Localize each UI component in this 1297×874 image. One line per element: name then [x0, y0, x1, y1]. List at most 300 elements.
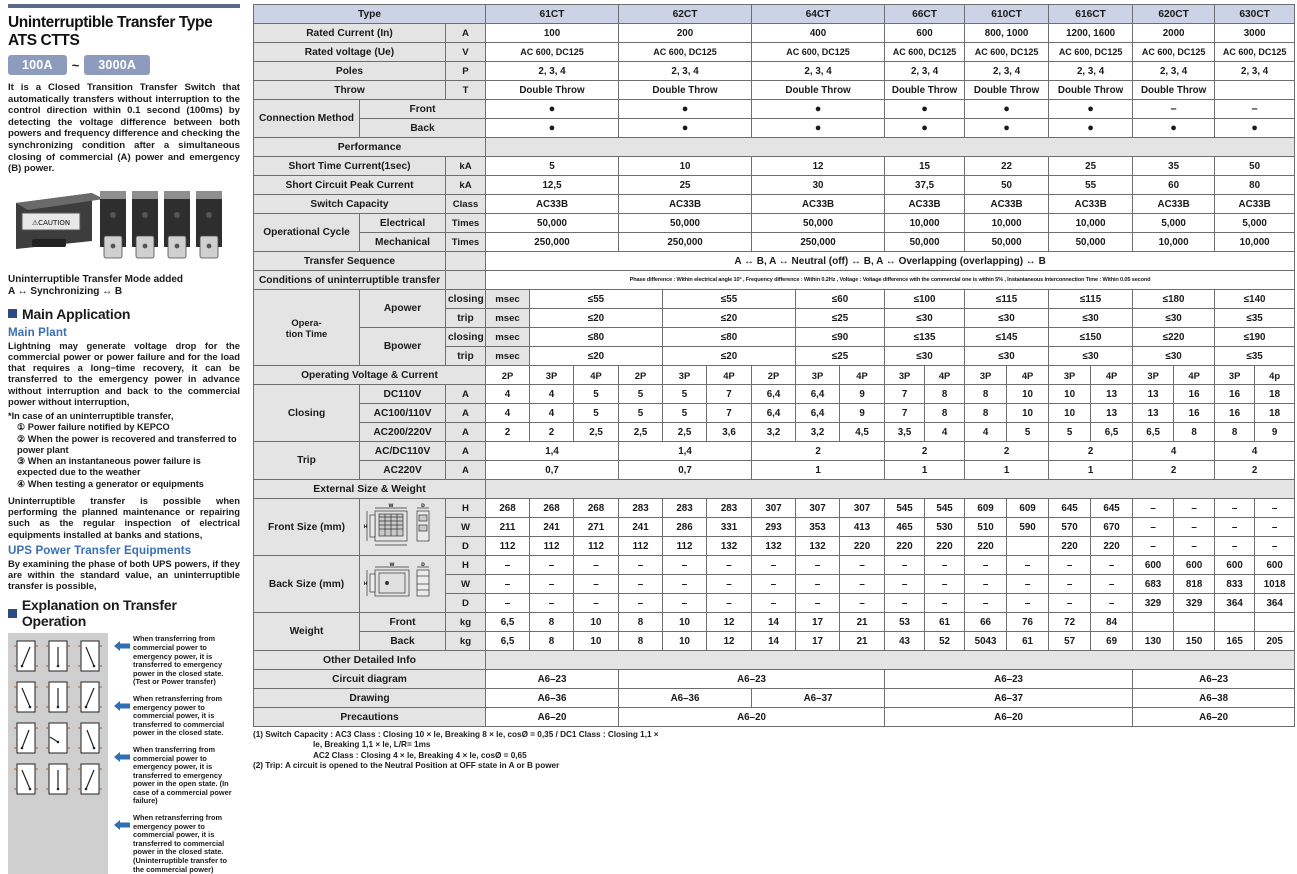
table-row	[254, 233, 1295, 252]
cell-b-closing-2: ≤90	[796, 328, 885, 347]
cell-throw-2: Double Throw	[752, 81, 885, 100]
table-row	[254, 442, 1295, 461]
sublabel-bpower-closing: closing	[446, 328, 486, 347]
cell-cl-ac1-9: 7	[885, 404, 925, 423]
table-row	[254, 423, 1295, 442]
pole-header-10: 4P	[925, 366, 965, 385]
cell-fs-d-8: 220	[840, 537, 885, 556]
cell-wt-f-2: 10	[574, 613, 619, 632]
cell-cl-ac2-14: 6,5	[1091, 423, 1133, 442]
cell-cl-ac1-7: 6,4	[796, 404, 840, 423]
main-application-heading	[8, 306, 240, 322]
sublabel-ac220v: AC220V	[360, 461, 446, 480]
cell-bs-w-13: –	[1049, 575, 1091, 594]
cell-poles-6: 2, 3, 4	[1133, 62, 1215, 81]
cell-fs-h-3: 283	[619, 499, 663, 518]
cell-bs-d-10: –	[925, 594, 965, 613]
cell-fs-d-1: 112	[530, 537, 574, 556]
cell-wt-b-3: 8	[619, 632, 663, 651]
unit-weight-back: kg	[446, 632, 486, 651]
cell-conn-back-6: ●	[1133, 119, 1215, 138]
cell-scp-1: 25	[619, 176, 752, 195]
row-label-precautions: Precautions	[254, 708, 486, 727]
unit-closing-ac100: A	[446, 404, 486, 423]
uninterruptible-case-list	[8, 411, 240, 490]
cell-oce-5: 10,000	[1049, 214, 1133, 233]
unit-apower-closing: msec	[486, 290, 530, 309]
symbol-row-2	[12, 679, 104, 715]
cell-cl-dc-13: 10	[1049, 385, 1091, 404]
unit-back-d: D	[446, 594, 486, 613]
cell-bs-w-3: –	[619, 575, 663, 594]
row-label-short-circuit-peak: Short Circuit Peak Current	[254, 176, 446, 195]
transfer-case-captions	[114, 633, 240, 874]
pole-header-17: 3P	[1215, 366, 1255, 385]
cell-conn-front-1: ●	[619, 100, 752, 119]
cell-wt-f-17	[1215, 613, 1255, 632]
row-label-throw: Throw	[254, 81, 446, 100]
cell-cl-ac2-16: 8	[1174, 423, 1215, 442]
cell-a-closing-7: ≤140	[1215, 290, 1295, 309]
cell-fs-h-15: –	[1133, 499, 1174, 518]
cell-bs-w-7: –	[796, 575, 840, 594]
pole-header-15: 3P	[1133, 366, 1174, 385]
cell-cl-dc-8: 9	[840, 385, 885, 404]
cell-cd-3: A6–23	[1133, 670, 1295, 689]
cell-bs-h-17: 600	[1215, 556, 1255, 575]
table-row	[254, 689, 1295, 708]
symbol-row-4	[12, 761, 104, 797]
cell-dr-1: A6–36	[619, 689, 752, 708]
sublabel-bpower: Bpower	[360, 328, 446, 366]
cell-cl-ac2-1: 2	[530, 423, 574, 442]
cell-ocm-6: 10,000	[1133, 233, 1215, 252]
cell-bs-h-18: 600	[1255, 556, 1295, 575]
cell-cl-ac1-5: 7	[707, 404, 752, 423]
cell-poles-3: 2, 3, 4	[885, 62, 965, 81]
cell-oce-4: 10,000	[965, 214, 1049, 233]
cell-conn-front-3: ●	[885, 100, 965, 119]
unit-bpower-closing: msec	[486, 328, 530, 347]
cell-fs-w-14: 670	[1091, 518, 1133, 537]
cell-a-closing-2: ≤60	[796, 290, 885, 309]
cell-rated-current-3: 600	[885, 24, 965, 43]
cell-rated-voltage-2: AC 600, DC125	[752, 43, 885, 62]
cell-wt-b-5: 12	[707, 632, 752, 651]
cell-bs-d-0: –	[486, 594, 530, 613]
cell-fs-d-3: 112	[619, 537, 663, 556]
cell-cl-dc-4: 5	[663, 385, 707, 404]
cell-fs-w-0: 211	[486, 518, 530, 537]
cell-fs-w-7: 353	[796, 518, 840, 537]
cell-fs-d-16: –	[1174, 537, 1215, 556]
unit-bpower-trip: msec	[486, 347, 530, 366]
table-section-row	[254, 480, 1295, 499]
cell-dr-2: A6–37	[752, 689, 885, 708]
cell-wt-b-11: 5043	[965, 632, 1007, 651]
cell-trip-acdc-6: 4	[1133, 442, 1215, 461]
cell-oce-1: 50,000	[619, 214, 752, 233]
cell-wt-b-13: 57	[1049, 632, 1091, 651]
cell-b-trip-2: ≤25	[796, 347, 885, 366]
row-label-switch-capacity: Switch Capacity	[254, 195, 446, 214]
cell-cl-dc-15: 13	[1133, 385, 1174, 404]
cell-cl-ac1-17: 16	[1215, 404, 1255, 423]
cell-cl-ac1-14: 13	[1091, 404, 1133, 423]
cell-oce-7: 5,000	[1215, 214, 1295, 233]
row-label-front-size: Front Size (mm)	[254, 499, 360, 556]
cell-b-closing-3: ≤135	[885, 328, 965, 347]
cell-fs-w-15: –	[1133, 518, 1174, 537]
cell-cl-dc-7: 6,4	[796, 385, 840, 404]
pole-header-1: 3P	[530, 366, 574, 385]
section-header-other-filler	[486, 651, 1295, 670]
pole-header-4: 3P	[663, 366, 707, 385]
cell-fs-w-4: 286	[663, 518, 707, 537]
product-photo	[8, 181, 240, 269]
cell-trip-ac220-6: 2	[1133, 461, 1215, 480]
cell-b-trip-6: ≤30	[1133, 347, 1215, 366]
cell-fs-h-0: 268	[486, 499, 530, 518]
cell-cl-ac2-12: 5	[1007, 423, 1049, 442]
cell-wt-f-4: 10	[663, 613, 707, 632]
cell-poles-0: 2, 3, 4	[486, 62, 619, 81]
table-header-row	[254, 5, 1295, 24]
header-model-66CT: 66CT	[885, 5, 965, 24]
cell-fs-w-8: 413	[840, 518, 885, 537]
header-model-616CT: 616CT	[1049, 5, 1133, 24]
cell-wt-b-0: 6,5	[486, 632, 530, 651]
cell-bs-w-12: –	[1007, 575, 1049, 594]
cell-trip-ac220-5: 1	[1049, 461, 1133, 480]
cell-throw-0: Double Throw	[486, 81, 619, 100]
cell-cl-ac1-3: 5	[619, 404, 663, 423]
cell-cl-ac1-15: 13	[1133, 404, 1174, 423]
section-header-external-size: External Size & Weight	[254, 480, 486, 499]
main-application-heading-text: Main Application	[22, 305, 131, 322]
cell-cl-dc-0: 4	[486, 385, 530, 404]
footnote-2: (2) Trip: A circuit is opened to the Neutral Position at OFF state in A or B power	[253, 761, 560, 771]
cell-pr-1: A6–20	[619, 708, 885, 727]
cell-fs-w-2: 271	[574, 518, 619, 537]
cell-conn-front-7: –	[1215, 100, 1295, 119]
cell-cl-ac1-10: 8	[925, 404, 965, 423]
cell-conn-back-3: ●	[885, 119, 965, 138]
transfer-case-1	[114, 635, 240, 687]
unit-rated-current: A	[446, 24, 486, 43]
unit-conditions	[446, 271, 486, 290]
cell-wt-b-6: 14	[752, 632, 796, 651]
unit-trip-ac220: A	[446, 461, 486, 480]
cell-rated-voltage-4: AC 600, DC125	[965, 43, 1049, 62]
cell-poles-4: 2, 3, 4	[965, 62, 1049, 81]
cell-cl-ac1-8: 9	[840, 404, 885, 423]
cell-wt-f-9: 53	[885, 613, 925, 632]
unit-poles: P	[446, 62, 486, 81]
cell-cd-1: A6–23	[619, 670, 885, 689]
transfer-case-2-text: When retransferring from emergency power to commercial power, it is transferred to commercial power in the closed state.	[133, 693, 225, 738]
table-row	[254, 62, 1295, 81]
cell-wt-f-0: 6,5	[486, 613, 530, 632]
cell-fs-h-10: 545	[925, 499, 965, 518]
cell-fs-d-14: 220	[1091, 537, 1133, 556]
cell-conditions: Phase difference : Within electrical angle 10° , Frequency difference : Within 0.2Hz , Voltage : Voltage difference with the commercial one is within 5% , Instantaneous Interconnection Time : Within 0.05 second	[486, 271, 1295, 290]
pole-header-9: 3P	[885, 366, 925, 385]
cell-bs-d-3: –	[619, 594, 663, 613]
cell-bs-h-5: –	[707, 556, 752, 575]
cell-a-closing-0: ≤55	[530, 290, 663, 309]
cell-scp-4: 50	[965, 176, 1049, 195]
cell-wt-f-7: 17	[796, 613, 840, 632]
transfer-case-1-text: When transferring from commercial power to emergency power, it is transferred to emergency power in the closed state. (Test or Power transfer)	[133, 634, 224, 687]
cell-b-trip-1: ≤20	[663, 347, 796, 366]
row-label-connection-method: Connection Method	[254, 100, 360, 138]
row-label-closing: Closing	[254, 385, 360, 442]
cell-wt-b-15: 130	[1133, 632, 1174, 651]
cell-scp-2: 30	[752, 176, 885, 195]
cell-bs-h-6: –	[752, 556, 796, 575]
cell-b-trip-3: ≤30	[885, 347, 965, 366]
cell-cl-ac1-6: 6,4	[752, 404, 796, 423]
cell-stc-0: 5	[486, 157, 619, 176]
cell-wt-f-16	[1174, 613, 1215, 632]
footnote-1: (1) Switch Capacity : AC3 Class : Closing 10 × le, Breaking 8 × le, cosØ = 0,35 / DC1 Class : Closing 1,1 ×	[253, 730, 659, 739]
cell-conn-back-7: ●	[1215, 119, 1295, 138]
cell-b-closing-0: ≤80	[530, 328, 663, 347]
cell-fs-d-5: 132	[707, 537, 752, 556]
case-item-2: ② When the power is recovered and transferred to power plant	[17, 433, 237, 455]
unit-front-w: W	[446, 518, 486, 537]
cell-cl-ac1-11: 8	[965, 404, 1007, 423]
header-model-64CT: 64CT	[752, 5, 885, 24]
section-header-performance: Performance	[254, 138, 486, 157]
cell-bs-d-12: –	[1007, 594, 1049, 613]
cell-cl-ac2-3: 2,5	[619, 423, 663, 442]
pole-header-5: 4P	[707, 366, 752, 385]
cell-bs-w-9: –	[885, 575, 925, 594]
cell-trip-acdc-7: 4	[1215, 442, 1295, 461]
cell-sc-1: AC33B	[619, 195, 752, 214]
cell-bs-w-6: –	[752, 575, 796, 594]
cell-fs-h-6: 307	[752, 499, 796, 518]
cell-wt-f-6: 14	[752, 613, 796, 632]
cell-a-trip-0: ≤20	[530, 309, 663, 328]
cell-stc-1: 10	[619, 157, 752, 176]
cell-fs-h-5: 283	[707, 499, 752, 518]
svg-text:W: W	[388, 504, 393, 509]
cell-fs-d-2: 112	[574, 537, 619, 556]
cell-trip-acdc-5: 2	[1049, 442, 1133, 461]
cell-conn-front-0: ●	[486, 100, 619, 119]
cell-bs-h-12: –	[1007, 556, 1049, 575]
cell-stc-7: 50	[1215, 157, 1295, 176]
cell-transfer-sequence: A ↔ B, A ↔ Neutral (off) ↔ B, A ↔ Overlapping (overlapping) ↔ B	[486, 252, 1295, 271]
sublabel-weight-front: Front	[360, 613, 446, 632]
svg-text:D: D	[420, 504, 425, 509]
top-accent-bar	[8, 4, 240, 8]
row-label-transfer-sequence: Transfer Sequence	[254, 252, 446, 271]
sublabel-connection-back: Back	[360, 119, 486, 138]
cell-b-trip-7: ≤35	[1215, 347, 1295, 366]
cell-fs-d-17: –	[1215, 537, 1255, 556]
table-row	[254, 119, 1295, 138]
cell-cl-ac1-1: 4	[530, 404, 574, 423]
cell-conn-back-4: ●	[965, 119, 1049, 138]
svg-text:H: H	[363, 582, 367, 587]
cell-cl-ac2-6: 3,2	[752, 423, 796, 442]
cell-fs-d-0: 112	[486, 537, 530, 556]
symbol-row-1	[12, 638, 104, 674]
cell-fs-w-5: 331	[707, 518, 752, 537]
cell-wt-b-7: 17	[796, 632, 840, 651]
header-model-61CT: 61CT	[486, 5, 619, 24]
cell-b-trip-4: ≤30	[965, 347, 1049, 366]
table-row	[254, 43, 1295, 62]
page-title: Uninterruptible Transfer Type ATS CTTS	[8, 14, 213, 49]
cell-rated-current-6: 2000	[1133, 24, 1215, 43]
ups-text: By examining the phase of both UPS powers, if they are within the standard value, an uninterruptible transfer is possible,	[8, 557, 240, 592]
amperage-range	[8, 55, 240, 75]
cell-cl-ac2-2: 2,5	[574, 423, 619, 442]
unit-throw: T	[446, 81, 486, 100]
cell-trip-ac220-4: 1	[965, 461, 1049, 480]
table-row	[254, 461, 1295, 480]
cell-oce-3: 10,000	[885, 214, 965, 233]
cell-pr-3: A6–20	[1133, 708, 1295, 727]
table-row	[254, 176, 1295, 195]
cell-trip-ac220-7: 2	[1215, 461, 1295, 480]
cell-wt-f-13: 72	[1049, 613, 1091, 632]
cell-bs-d-4: –	[663, 594, 707, 613]
header-type: Type	[254, 5, 486, 24]
unit-weight-front: kg	[446, 613, 486, 632]
specification-table	[253, 4, 1295, 727]
unit-rated-voltage: V	[446, 43, 486, 62]
row-label-conditions: Conditions of uninterruptible transfer	[254, 271, 446, 290]
cell-poles-7: 2, 3, 4	[1215, 62, 1295, 81]
cell-cl-ac2-17: 8	[1215, 423, 1255, 442]
cell-cl-dc-1: 4	[530, 385, 574, 404]
cell-throw-3: Double Throw	[885, 81, 965, 100]
cell-cl-ac2-7: 3,2	[796, 423, 840, 442]
cell-ocm-7: 10,000	[1215, 233, 1295, 252]
header-model-630CT: 630CT	[1215, 5, 1295, 24]
cell-cl-ac1-18: 18	[1255, 404, 1295, 423]
pole-header-13: 3P	[1049, 366, 1091, 385]
unit-closing-dc110v: A	[446, 385, 486, 404]
cell-cd-2: A6–23	[885, 670, 1133, 689]
table-row	[254, 214, 1295, 233]
cell-bs-w-14: –	[1091, 575, 1133, 594]
pole-header-18: 4p	[1255, 366, 1295, 385]
cell-trip-ac220-0: 0,7	[486, 461, 619, 480]
cell-conn-back-5: ●	[1049, 119, 1133, 138]
cell-bs-h-7: –	[796, 556, 840, 575]
cell-cl-dc-17: 16	[1215, 385, 1255, 404]
cell-fs-d-10: 220	[925, 537, 965, 556]
cell-bs-d-11: –	[965, 594, 1007, 613]
row-label-drawing: Drawing	[254, 689, 486, 708]
cell-fs-w-16: –	[1174, 518, 1215, 537]
unit-trip-acdc: A	[446, 442, 486, 461]
pole-header-0: 2P	[486, 366, 530, 385]
cell-cl-ac2-15: 6,5	[1133, 423, 1174, 442]
cell-fs-h-13: 645	[1049, 499, 1091, 518]
cell-stc-6: 35	[1133, 157, 1215, 176]
cell-bs-h-2: –	[574, 556, 619, 575]
cell-ocm-0: 250,000	[486, 233, 619, 252]
cell-scp-7: 80	[1215, 176, 1295, 195]
cell-ocm-2: 250,000	[752, 233, 885, 252]
cell-bs-w-16: 818	[1174, 575, 1215, 594]
table-row	[254, 195, 1295, 214]
cell-bs-w-17: 833	[1215, 575, 1255, 594]
cell-rated-voltage-7: AC 600, DC125	[1215, 43, 1295, 62]
cell-b-closing-5: ≤150	[1049, 328, 1133, 347]
cell-wt-b-8: 21	[840, 632, 885, 651]
table-row	[254, 613, 1295, 632]
cell-cl-ac2-13: 5	[1049, 423, 1091, 442]
pole-header-16: 4P	[1174, 366, 1215, 385]
cell-b-closing-6: ≤220	[1133, 328, 1215, 347]
cell-a-closing-6: ≤180	[1133, 290, 1215, 309]
table-row	[254, 708, 1295, 727]
cell-a-trip-6: ≤30	[1133, 309, 1215, 328]
cell-a-trip-1: ≤20	[663, 309, 796, 328]
cell-sc-3: AC33B	[885, 195, 965, 214]
sublabel-connection-front: Front	[360, 100, 486, 119]
cell-scp-3: 37,5	[885, 176, 965, 195]
cell-pr-0: A6–20	[486, 708, 619, 727]
cell-wt-f-15	[1133, 613, 1174, 632]
cell-cl-dc-11: 8	[965, 385, 1007, 404]
back-size-diagram-icon	[360, 556, 446, 613]
cell-fs-w-12: 590	[1007, 518, 1049, 537]
section-header-external-filler	[486, 480, 1295, 499]
cell-a-closing-4: ≤115	[965, 290, 1049, 309]
cell-fs-d-12	[1007, 537, 1049, 556]
cell-bs-h-13: –	[1049, 556, 1091, 575]
cell-bs-h-3: –	[619, 556, 663, 575]
cell-oce-2: 50,000	[752, 214, 885, 233]
row-label-circuit-diagram: Circuit diagram	[254, 670, 486, 689]
cell-rated-current-1: 200	[619, 24, 752, 43]
table-row	[254, 328, 1295, 347]
cell-scp-5: 55	[1049, 176, 1133, 195]
cell-fs-d-6: 132	[752, 537, 796, 556]
table-row	[254, 385, 1295, 404]
cell-trip-acdc-0: 1,4	[486, 442, 619, 461]
table-row	[254, 100, 1295, 119]
cell-cl-ac2-9: 3,5	[885, 423, 925, 442]
amp-max-chip: 3000A	[84, 55, 150, 75]
cell-bs-w-10: –	[925, 575, 965, 594]
cell-bs-w-8: –	[840, 575, 885, 594]
case-item-4: ④ When testing a generator or equipments	[17, 478, 204, 489]
cell-fs-d-11: 220	[965, 537, 1007, 556]
cell-rated-current-7: 3000	[1215, 24, 1295, 43]
svg-text:W: W	[389, 563, 394, 568]
cell-fs-h-9: 545	[885, 499, 925, 518]
cell-cl-ac2-18: 9	[1255, 423, 1295, 442]
pole-header-8: 4P	[840, 366, 885, 385]
cell-rated-voltage-5: AC 600, DC125	[1049, 43, 1133, 62]
svg-text:H: H	[363, 525, 367, 530]
cell-bs-d-5: –	[707, 594, 752, 613]
cell-rated-voltage-0: AC 600, DC125	[486, 43, 619, 62]
cell-ocm-3: 50,000	[885, 233, 965, 252]
table-row	[254, 404, 1295, 423]
